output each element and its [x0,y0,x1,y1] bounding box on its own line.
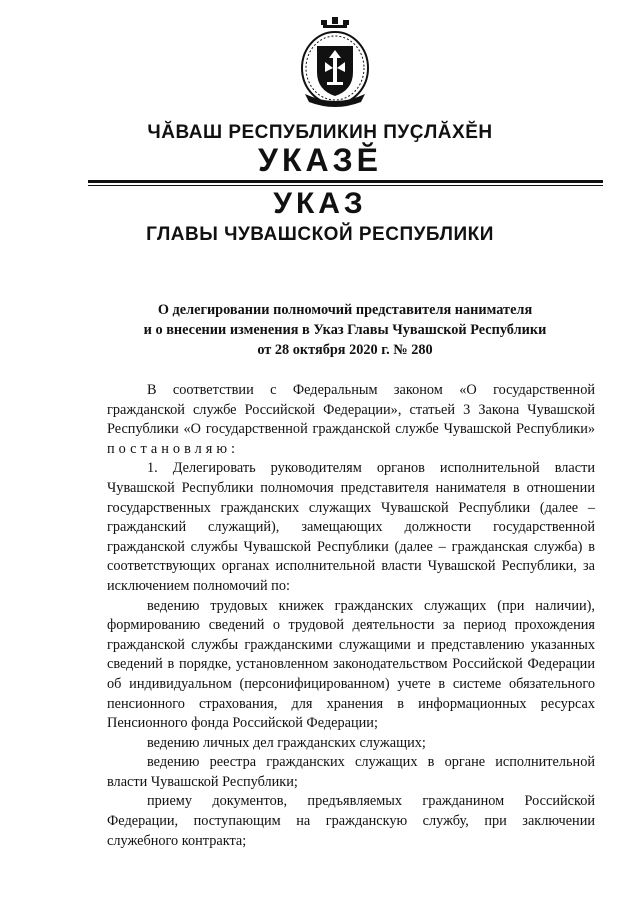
paragraph-personal-files: ведению личных дел гражданских служащих; [147,734,426,751]
chuvash-header-line: ЧӐВАШ РЕСПУБЛИКИН ПУҪЛӐХӖН [147,122,493,143]
preamble-text: В соответствии с Федеральным законом «О государственной гражданской службе Российской Федерации», статьей 3 Закона Чувашской Республики «О государственной гражданской службе Чувашской Республики» [107,382,595,438]
decree-word: постановляю: [107,440,239,457]
paragraph-preamble [107,381,595,459]
chuvash-ukaz-title: УКАЗӖ [258,142,382,178]
decree-body [107,381,595,851]
paragraph-documents: приему документов, предъявляемых гражданином Российской Федерации, поступающим на гражданскую службу, при заключении служебного контракта; [107,793,595,849]
authority-title: ГЛАВЫ ЧУВАШСКОЙ РЕСПУБЛИКИ [146,224,494,245]
paragraph-registry: ведению реестра гражданских служащих в органе исполнительной власти Чувашской Республики; [107,754,595,790]
decree-heading-line2: и о внесении изменения в Указ Главы Чувашской Республики [143,322,547,338]
decree-heading [100,300,590,360]
ukaz-title: УКАЗ [273,187,367,220]
paragraph-labor-books: ведению трудовых книжек гражданских служащих (при наличии), формированию сведений о трудовой деятельности за период прохождения гражданской службы гражданскими служащими и представлению указанных сведений в порядке, установленном законодательством Российской Федерации об индивидуальном (персонифицированном) учете в системе обязательного пенсионного страхования, для хранения в информационных ресурсах Пенсионного фонда Российской Федерации; [107,597,595,732]
header-rule-thin [88,185,603,186]
decree-heading-line1: О делегировании полномочий представителя нанимателя [157,302,533,318]
decree-heading-line3: от 28 октября 2020 г. № 280 [257,342,433,358]
header-rule-thick [88,180,603,183]
paragraph-item-1: 1. Делегировать руководителям органов исполнительной власти Чувашской Республики полномочия представителя нанимателя в отношении государственных гражданских служащих Чувашской Республики (далее – гражданский служащий), замещающих должности государственной гражданской службы Чувашской Республики (далее – гражданская служба) в соответствующих органах исполнительной власти Чувашской Республики, за исключением полномочий по: [107,460,595,594]
coat-of-arms-emblem [299,16,371,108]
